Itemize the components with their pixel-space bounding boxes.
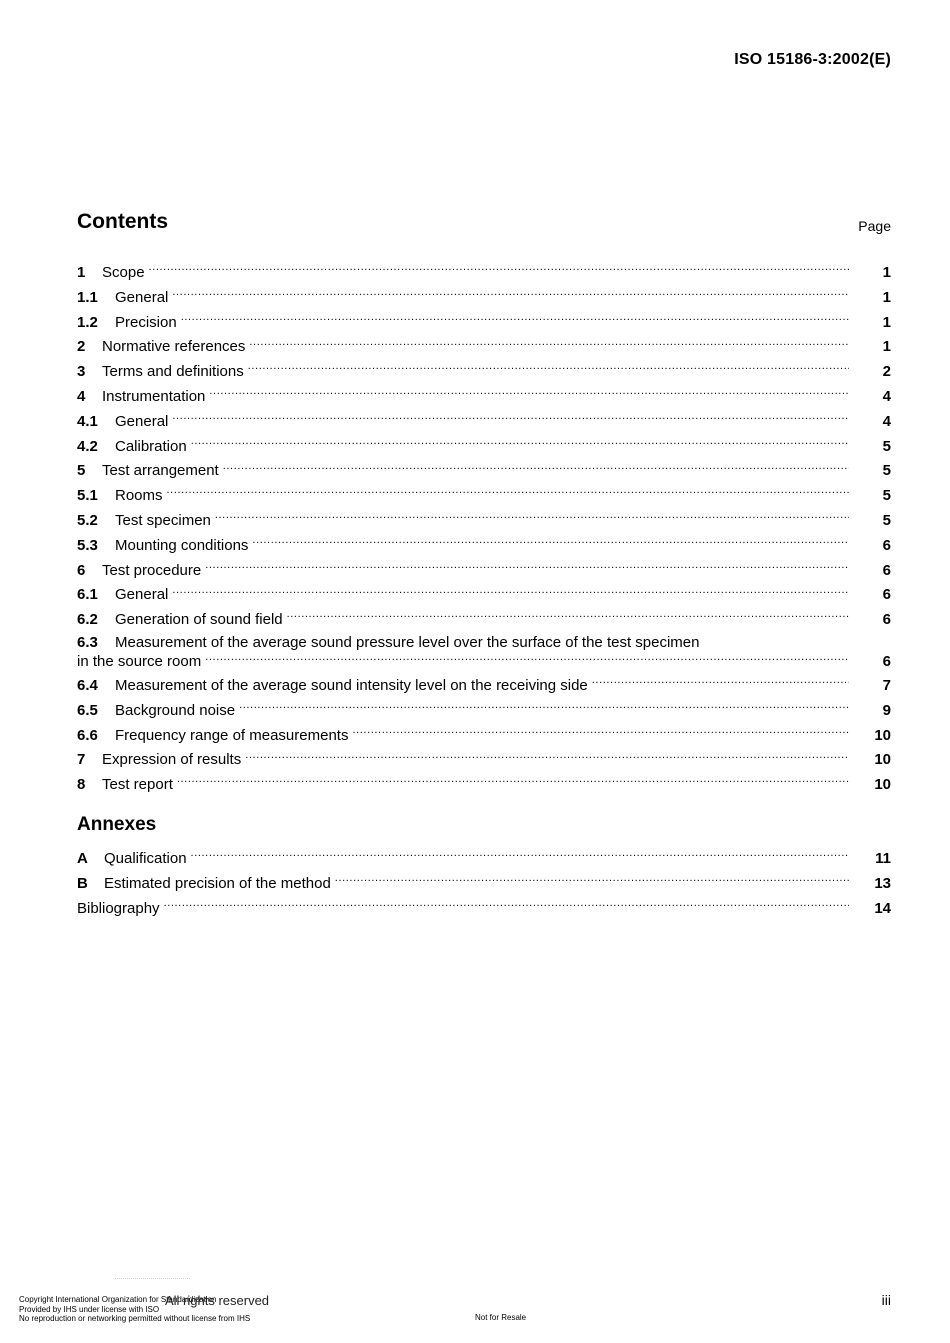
toc-entry-number: 1.2 <box>77 313 98 331</box>
bibliography-entry[interactable] <box>77 897 891 922</box>
toc-entry-page: 1 <box>882 264 891 281</box>
toc-entry-page: 6 <box>882 586 891 604</box>
toc-entry-number: 5.1 <box>77 487 98 505</box>
bibliography-title: Bibliography <box>77 899 160 917</box>
toc-entry-title: Test report <box>102 776 173 794</box>
dot-leader <box>172 584 849 599</box>
toc-entry[interactable] <box>77 335 891 360</box>
dot-leader <box>164 898 849 913</box>
dot-leader <box>191 436 849 451</box>
toc-entry-page: 6 <box>882 652 891 670</box>
toc-entry-page: 9 <box>882 701 891 719</box>
toc-entry-page: 10 <box>874 751 891 769</box>
toc-entry[interactable] <box>77 385 891 410</box>
toc-entry-number: 2 <box>77 338 86 356</box>
toc-entry-number: 1 <box>77 264 86 281</box>
dot-leader <box>335 873 849 888</box>
dot-leader <box>172 287 849 302</box>
annex-page: 13 <box>874 874 891 892</box>
not-for-resale-text: Not for Resale <box>475 1313 527 1322</box>
toc-entry-number: 7 <box>77 751 86 769</box>
toc-entry-page: 4 <box>882 412 891 430</box>
dot-leader <box>209 386 849 401</box>
toc-entry-page: 10 <box>874 726 891 744</box>
toc-entry[interactable] <box>77 435 891 460</box>
toc-entry[interactable] <box>77 699 891 724</box>
toc-entry-number: 6.4 <box>77 676 98 694</box>
toc-entry-title: Terms and definitions <box>102 363 244 381</box>
dot-leader <box>249 336 849 351</box>
toc-entry[interactable] <box>77 724 891 749</box>
dot-leader <box>172 411 849 426</box>
toc-entry[interactable] <box>77 608 891 633</box>
toc-entry-title: Expression of results <box>102 751 242 769</box>
toc-entry-page: 6 <box>882 536 891 554</box>
toc-entry-title: Mounting conditions <box>115 536 249 554</box>
table-of-contents <box>77 261 891 798</box>
document-id: ISO 15186-3:2002(E) <box>734 51 891 68</box>
toc-entry-number: 6.6 <box>77 726 98 744</box>
toc-entry[interactable] <box>77 484 891 509</box>
toc-entry[interactable] <box>77 674 891 699</box>
toc-entry[interactable] <box>77 261 891 286</box>
toc-entry[interactable] <box>77 583 891 608</box>
toc-entry-title: Rooms <box>115 487 163 505</box>
toc-entry[interactable] <box>77 748 891 773</box>
toc-entry-page: 1 <box>882 288 891 306</box>
toc-entry-title: Normative references <box>102 338 246 356</box>
toc-entry-page: 7 <box>882 676 891 694</box>
dot-leader <box>248 361 849 376</box>
toc-entry[interactable] <box>77 286 891 311</box>
dot-leader <box>252 535 849 550</box>
copyright-line: Copyright International Organization for Standardization <box>19 1295 217 1304</box>
toc-entry-number: 6.3 <box>77 633 98 651</box>
toc-entry-page: 5 <box>882 511 891 529</box>
toc-entry-page: 1 <box>882 313 891 331</box>
dot-leader <box>352 725 849 740</box>
page-column-label: Page <box>858 218 891 234</box>
dot-leader <box>181 312 849 327</box>
toc-entry-number: 6.5 <box>77 701 98 719</box>
toc-entry-number: 6.1 <box>77 586 98 604</box>
toc-entry[interactable] <box>77 559 891 584</box>
toc-entry-number: 5 <box>77 462 86 480</box>
annex-letter: B <box>77 874 88 892</box>
toc-entry-number: 4.1 <box>77 412 98 430</box>
toc-entry[interactable] <box>77 311 891 336</box>
toc-entry[interactable] <box>77 534 891 559</box>
copyright-line: No reproduction or networking permitted without license from IHS <box>19 1314 251 1323</box>
toc-entry-title: Instrumentation <box>102 387 206 405</box>
toc-entry-page: 1 <box>882 338 891 356</box>
toc-entry-page: 5 <box>882 487 891 505</box>
dot-leader <box>205 560 849 575</box>
toc-entry[interactable] <box>77 773 891 798</box>
toc-entry-title: Calibration <box>115 437 187 455</box>
toc-entry-page: 4 <box>882 387 891 405</box>
bibliography-page: 14 <box>874 899 891 917</box>
toc-entry-title: Measurement of the average sound pressure level over the surface of the test specimen <box>115 633 700 651</box>
toc-entry[interactable] <box>77 509 891 534</box>
toc-entry-number: 1.1 <box>77 288 98 306</box>
dot-leader <box>149 262 849 277</box>
annex-page: 11 <box>875 850 891 867</box>
toc-entry-page: 10 <box>874 776 891 794</box>
faint-watermark <box>115 1278 190 1282</box>
annex-entry[interactable] <box>77 847 891 872</box>
toc-entry[interactable] <box>77 459 891 484</box>
dot-leader <box>287 609 849 624</box>
toc-entry-title: Test specimen <box>115 511 211 529</box>
toc-entry-page: 5 <box>882 437 891 455</box>
contents-heading: Contents <box>77 210 168 233</box>
annex-entry[interactable] <box>77 872 891 897</box>
toc-entry[interactable] <box>77 633 891 674</box>
dot-leader <box>223 460 849 475</box>
rights-reserved-text: All rights reserved <box>165 1293 270 1308</box>
toc-entry-number: 6.2 <box>77 611 98 629</box>
toc-entry[interactable] <box>77 360 891 385</box>
toc-entry-title: Test arrangement <box>102 462 219 480</box>
toc-entry-number: 4 <box>77 387 86 405</box>
dot-leader <box>245 749 849 764</box>
annex-title: Qualification <box>104 850 187 867</box>
toc-entry-title: Precision <box>115 313 177 331</box>
annex-title: Estimated precision of the method <box>104 874 331 892</box>
dot-leader <box>167 485 849 500</box>
toc-entry-page: 2 <box>882 363 891 381</box>
toc-entry-title: General <box>115 412 169 430</box>
toc-entry-page: 6 <box>882 561 891 579</box>
toc-entry-number: 4.2 <box>77 437 98 455</box>
dot-leader <box>177 774 849 789</box>
toc-entry-number: 6 <box>77 561 86 579</box>
copyright-line: Provided by IHS under license with ISO <box>19 1304 160 1314</box>
toc-entry-number: 3 <box>77 363 86 381</box>
toc-entry-title: General <box>115 288 169 306</box>
dot-leader <box>215 510 849 525</box>
toc-entry-title: Background noise <box>115 701 236 719</box>
toc-entry-title-continued: in the source room <box>77 652 202 670</box>
annexes-heading: Annexes <box>77 814 157 835</box>
toc-entry-title: General <box>115 586 169 604</box>
annex-list <box>77 847 891 921</box>
dot-leader <box>191 848 849 863</box>
toc-entry-page: 5 <box>882 462 891 480</box>
toc-entry-title: Test procedure <box>102 561 202 579</box>
annex-letter: A <box>77 850 88 867</box>
toc-entry-number: 5.3 <box>77 536 98 554</box>
toc-entry-number: 8 <box>77 776 86 794</box>
page-number: iii <box>881 1292 891 1308</box>
dot-leader <box>205 651 849 666</box>
toc-entry-title: Measurement of the average sound intensity level on the receiving side <box>115 676 588 694</box>
toc-entry-number: 5.2 <box>77 511 98 529</box>
dot-leader <box>239 700 849 715</box>
toc-entry-title: Generation of sound field <box>115 611 283 629</box>
toc-entry[interactable] <box>77 410 891 435</box>
toc-entry-page: 6 <box>882 611 891 629</box>
toc-entry-title: Frequency range of measurements <box>115 726 349 744</box>
toc-entry-title: Scope <box>102 264 145 281</box>
dot-leader <box>592 675 849 690</box>
